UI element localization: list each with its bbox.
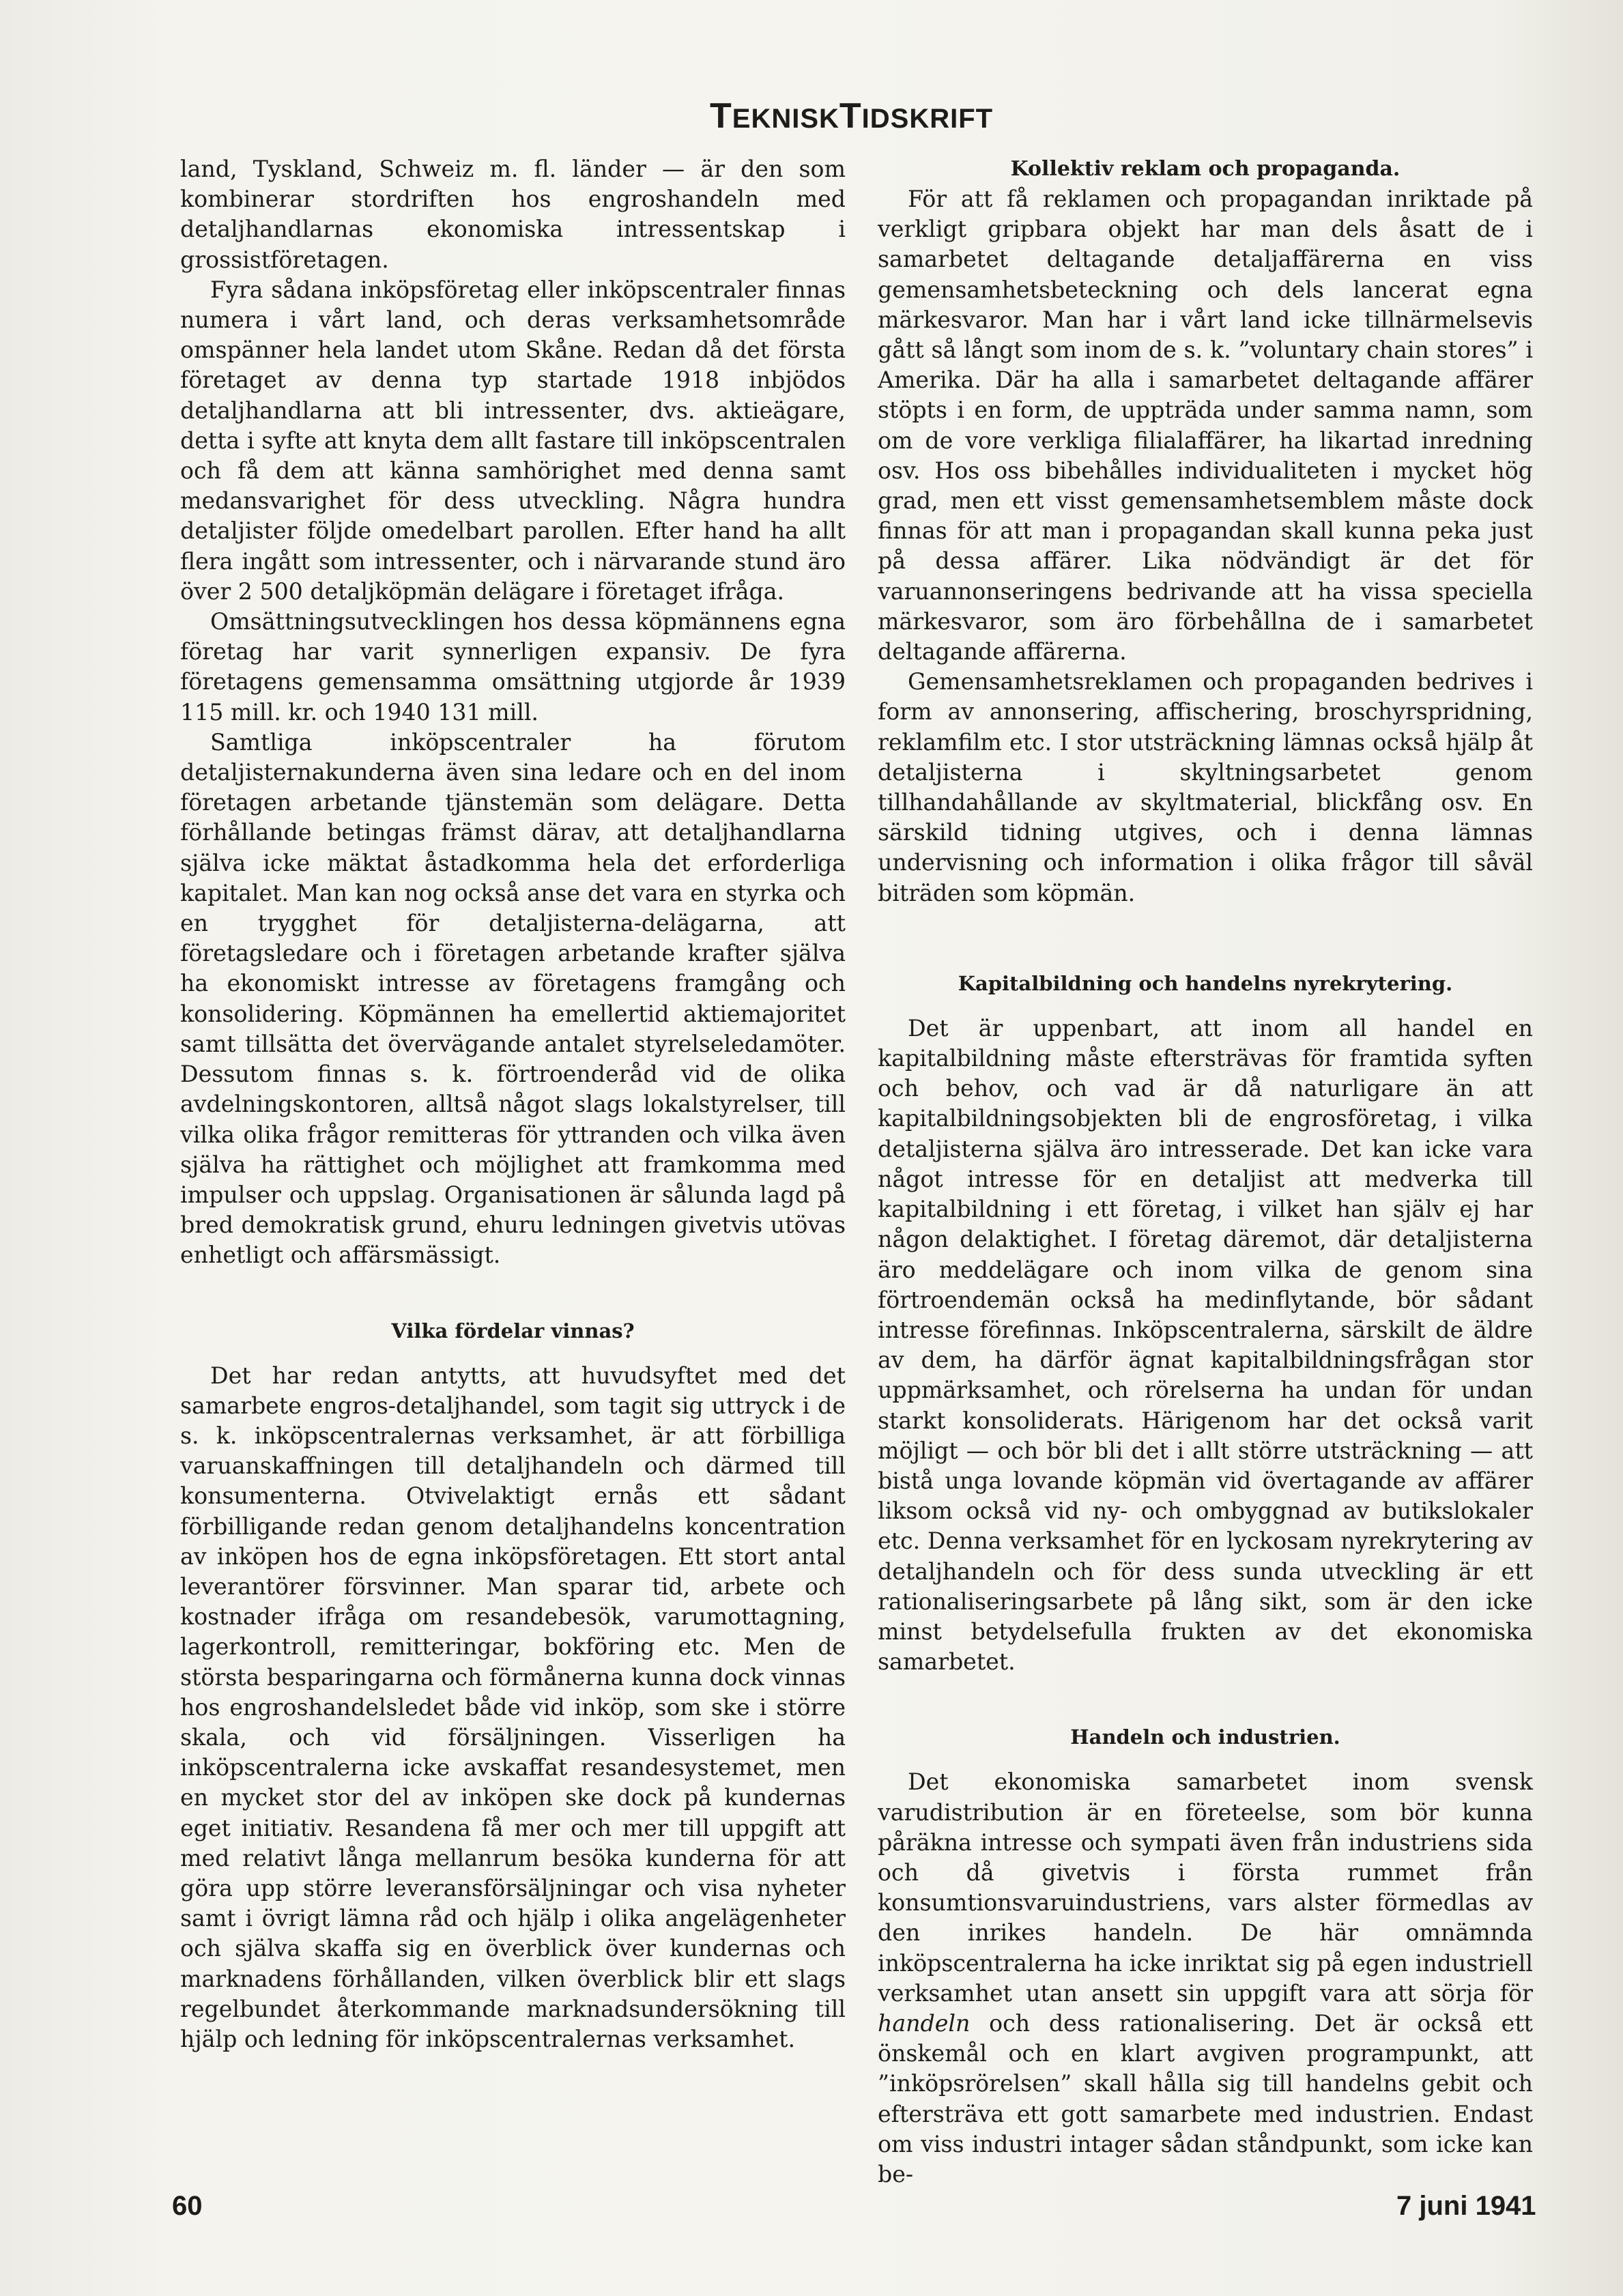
- title-word-2: IDSKRIFT: [861, 104, 994, 134]
- emphasized-text: handeln: [878, 2009, 971, 2037]
- text-run: och dess rationalisering. Det är också ett önskemål och en klart avgiven programpunkt, att ”inköpsrörelsen” skall hålla sig till handelns gebit och eftersträva ett gott samarbete med industrien. Endast om viss industri intager sådan ståndpunkt, som icke kan be-: [878, 2009, 1533, 2187]
- spacer: [878, 908, 1533, 968]
- issue-date: 7 juni 1941: [1396, 2191, 1536, 2221]
- text-run: Det ekonomiska samarbetet inom svensk varudistribution är en företeelse, som bör kunna påräkna intresse och sympati även från industriens sida och då givetvis i första rummet från konsumtionsvaruindustriens, vars alster förmedlas av den inrikes handeln. De här omnämnda inköpscentralerna ha icke inriktat sig på egen industriell verksamhet utan ansett sin uppgift vara att sörja för: [878, 1768, 1533, 2007]
- right-column: [878, 154, 1533, 2190]
- section-heading: Kapitalbildning och handelns nyrekrytering.: [958, 971, 1453, 995]
- section-heading: Vilka fördelar vinnas?: [391, 1319, 635, 1343]
- paragraph: Omsättningsutvecklingen hos dessa köpmännens egna företag har varit synnerligen expansiv. De fyra företagens gemensamma omsättning utgjorde år 1939 115 mill. kr. och 1940 131 mill.: [180, 608, 846, 726]
- spacer: [878, 1752, 1533, 1767]
- paragraph: För att få reklamen och propagandan inriktade på verkligt gripbara objekt har man dels åsatt de i samarbetet deltagande detaljaffärerna en viss gemensamhetsbeteckning och dels lancerat egna märkesvaror. Man har i vårt land icke tillnärmelsevis gått så långt som inom de s. k. ”voluntary chain stores” i Amerika. Där ha alla i samarbetet deltagande affärer stöpts i en form, de uppträda under samma namn, som om de vore verkliga filialaffärer, ha likartad inredning osv. Hos oss bibehålles individualiteten i mycket hög grad, men ett visst gemensamhetsemblem måste dock finnas för att man i propagandan skall kunna peka just på dessa affärer. Lika nödvändigt är det för varuannonseringens bedrivande att ha vissa speciella märkesvaror, som äro förbehållna de i samarbetet deltagande affärerna.: [878, 186, 1533, 665]
- paragraph: Gemensamhetsreklamen och propaganden bedrives i form av annonsering, affischering, broschyrspridning, reklamfilm etc. I stor utsträckning lämnas också hjälp åt detaljisterna i skyltningsarbetet genom tillhandahållande av skyltmaterial, blickfång osv. En särskild tidning utgives, och i denna lämnas undervisning och information i olika frågor till såväl biträden som köpmän.: [878, 668, 1533, 906]
- spacer: [180, 1346, 846, 1361]
- paragraph: Fyra sådana inköpsföretag eller inköpscentraler finnas numera i vårt land, och deras verksamhetsområde omspänner hela landet utom Skåne. Redan då det första företaget av denna typ startade 1918 inbjödos detaljhandlarna att bli intressenter, dvs. aktieägare, detta i syfte att knyta dem allt fastare till inköpscentralen och få dem att känna samhörighet med denna samt medansvarighet för dess utveckling. Några hundra detaljister följde omedelbart parollen. Efter hand ha allt flera ingått som intressenter, och i närvarande stund äro över 2 500 detaljköpmän delägare i företaget ifråga.: [180, 276, 846, 605]
- section-heading: Handeln och industrien.: [1070, 1725, 1340, 1749]
- journal-title: [710, 96, 1037, 137]
- paragraph: Det är uppenbart, att inom all handel en kapitalbildning måste eftersträvas för framtida syften och behov, och vad är då naturligare än att kapitalbildningsobjekten bli de engrosföretag, i vilka detaljisterna själva äro intresserade. Det kan icke vara något intresse för en detaljist att medverka till kapitalbildning i ett företag, i vilket han själv ej har någon delaktighet. I företag däremot, där detaljisterna äro meddelägare och inom vilka de genom sina förtroendemän också ha medinflytande, bör sådant intresse förefinnas. Inköpscentralerna, särskilt de äldre av dem, ha därför ägnat kapitalbildningsfrågan stor uppmärksamhet, och rörelserna ha undan för undan starkt konsoliderats. Härigenom har det också varit möjligt — och bör bli det i allt större utsträckning — att bistå unga lovande köpmän vid övertagande av affärer liksom också vid ny- och ombyggnad av butikslokaler etc. Denna verksamhet för en lyckosam nyrekrytering av detaljhandeln och för dess sunda utveckling är ett rationaliseringsarbete på lång sikt, som är den icke minst betydelsefulla frukten av det ekonomiska samarbetet.: [878, 1014, 1533, 1676]
- left-column: [180, 154, 846, 2054]
- title-word-1: EKNISK: [732, 104, 839, 134]
- spacer: [180, 1271, 846, 1316]
- spacer: [878, 999, 1533, 1014]
- paragraph: Samtliga inköpscentraler ha förutom detaljisternakunderna även sina ledare och en del inom företagen arbetande tjänstemän som delägare. Detta förhållande betingas främst därav, att detaljhandlarna själva icke mäktat åstadkomma hela det erforderliga kapitalet. Man kan nog också anse det vara en styrka och en trygghet för detaljisterna-delägarna, att företagsledare och i företagen arbetande krafter själva ha ekonomiskt intresse av företagens framgång och konsolidering. Köpmännen ha emellertid aktiemajoritet samt tillsätta det övervägande antalet styrelseledamöter. Dessutom finnas s. k. förtroenderåd vid de olika avdelningskontoren, alltså något slags lokalstyrelser, till vilka olika frågor remitteras för yttranden och vilka även själva ha rättighet och möjlighet att framkomma med impulser och uppslag. Organisationen är sålunda lagd på bred demokratisk grund, ehuru ledningen givetvis utövas enhetligt och affärsmässigt.: [180, 728, 846, 1269]
- paragraph: [878, 1767, 1533, 2190]
- paragraph: Det har redan antytts, att huvudsyftet med det samarbete engros-detaljhandel, som tagit sig uttryck i de s. k. inköpscentralernas verksamhet, är att förbilliga varuanskaffningen till detaljhandeln och därmed till konsumenterna. Otvivelaktigt ernås ett sådant förbilligande redan genom detaljhandelns koncentration av inköpen hos de egna inköpsföretagen. Ett stort antal leverantörer försvinner. Man sparar tid, arbete och kostnader ifråga om resandebesök, varumottagning, lagerkontroll, remitteringar, bokföring etc. Men de största besparingarna och förmånerna kunna dock vinnas hos engroshandelsledet både vid inköp, som ske i större skala, och vid försäljningen. Visserligen ha inköpscentralerna icke avskaffat resandesystemet, men en mycket stor del av inköpen ske dock på kundernas eget initiativ. Resandena få mer och mer till uppgift att med relativt långa mellanrum besöka kunderna för att göra upp större leveransförsäljningar och visa nyheter samt i övrigt lämna råd och hjälp i olika angelägenheter och själva skaffa sig en överblick över kundernas och marknadens förhållanden, vilken överblick blir ett slags regelbundet återkommande marknadsundersökning till hjälp och ledning för inköpscentralernas verksamhet.: [180, 1362, 846, 2052]
- page-number: 60: [172, 2191, 203, 2221]
- section-heading: Kollektiv reklam och propaganda.: [1010, 157, 1401, 181]
- title-initial-1: T: [710, 96, 732, 136]
- paragraph: land, Tyskland, Schweiz m. fl. länder — är den som kombinerar stordriften hos engroshandeln med detaljhandlarnas ekonomiska intressentskap i grossistföretagen.: [180, 156, 846, 273]
- title-initial-2: T: [839, 96, 862, 136]
- spacer: [878, 1677, 1533, 1722]
